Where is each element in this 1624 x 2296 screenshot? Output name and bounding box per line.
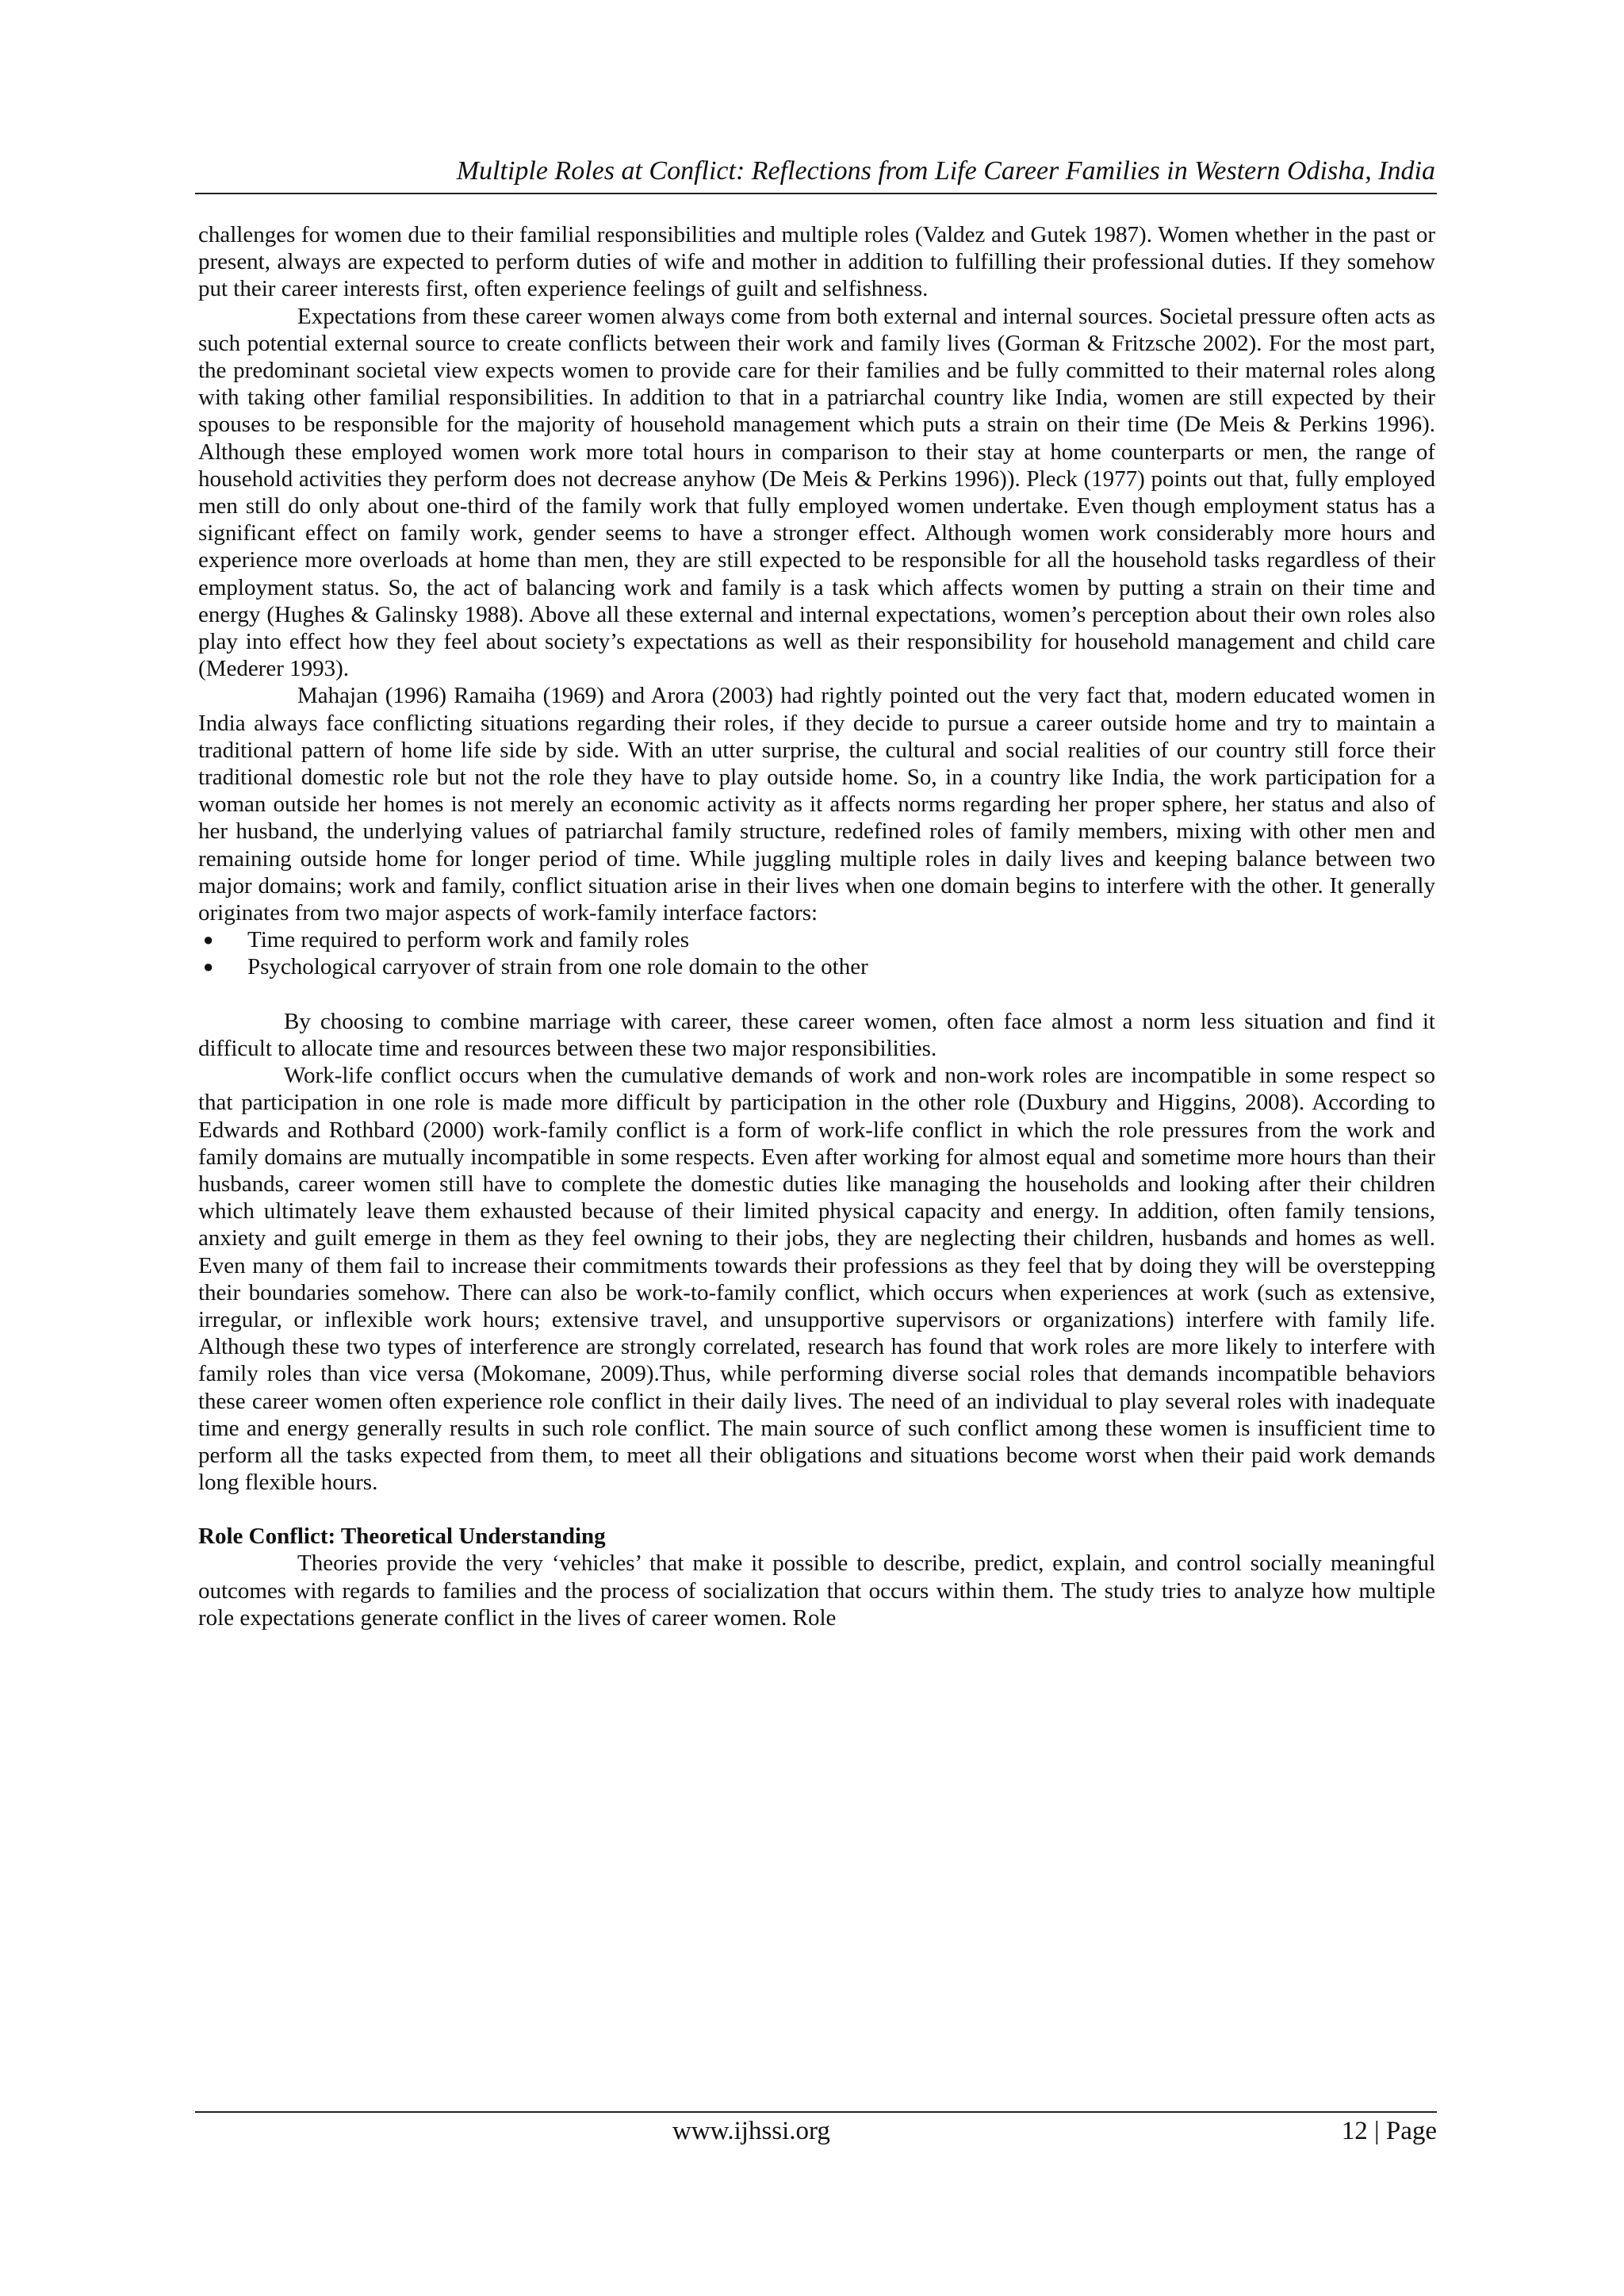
page-number: 12 | Page bbox=[1341, 2117, 1437, 2145]
spacer bbox=[198, 1496, 1435, 1523]
paragraph-work-life-conflict: Work-life conflict occurs when the cumulative demands of work and non-work roles are incompatible in some respect so that participation in one role is made more difficult by participation in the other role (Duxbury and Higgins, 2008). According to Edwards and Rothbard (2000) work-family conflict is a form of work-life conflict in which the role pressures from the work and family domains are mutually incompatible in some respects. Even after working for almost equal and sometime more hours than their husbands, career women still have to complete the domestic duties like managing the households and looking after their children which ultimately leave them exhausted because of their limited physical capacity and energy. In addition, often family tensions, anxiety and guilt emerge in them as they feel owning to their jobs, they are neglecting their children, husbands and homes as well. Even many of them fail to increase their commitments towards their professions as they feel that by doing they will be overstepping their boundaries somehow. There can also be work-to-family conflict, which occurs when experiences at work (such as extensive, irregular, or inflexible work hours; extensive travel, and unsupportive supervisors or organizations) interfere with family life. Although these two types of interference are strongly correlated, research has found that work roles are more likely to interfere with family roles than vice versa (Mokomane, 2009).Thus, while performing diverse social roles that demands incompatible behaviors these career women often experience role conflict in their daily lives. The need of an individual to play several roles with inadequate time and energy generally results in such role conflict. The main source of such conflict among these women is insufficient time to perform all the tasks expected from them, to meet all their obligations and situations become worst when their paid work demands long flexible hours. bbox=[198, 1063, 1435, 1496]
paragraph-continuation: challenges for women due to their familial responsibilities and multiple roles (Valdez and Gutek 1987). Women whether in the past or present, always are expected to perform duties of wife and mother in addition to fulfilling their professional duties. If they somehow put their career interests first, often experience feelings of guilt and selfishness. bbox=[198, 222, 1435, 302]
paragraph-theories: Theories provide the very ‘vehicles’ that make it possible to describe, predict, explain, and control socially meaningful outcomes with regards to families and the process of socialization that occurs within them. The study tries to analyze how multiple role expectations generate conflict in the lives of career women. Role bbox=[198, 1550, 1435, 1631]
spacer bbox=[198, 981, 1435, 1008]
bullet-item-time bbox=[198, 926, 1435, 953]
bullet-list bbox=[198, 926, 1435, 980]
bullet-text: Time required to perform work and family roles bbox=[247, 927, 690, 953]
section-heading: Role Conflict: Theoretical Understanding bbox=[198, 1524, 606, 1550]
bullet-icon: ● bbox=[203, 956, 214, 977]
footer-url[interactable]: www.ijhssi.org bbox=[672, 2117, 830, 2145]
paragraph-mahajan: Mahajan (1996) Ramaiha (1969) and Arora (2003) had rightly pointed out the very fact that, modern educated women in India always face conflicting situations regarding their roles, if they decide to pursue a career outside home and try to maintain a traditional pattern of home life side by side. With an utter surprise, the cultural and social realities of our country still force their traditional domestic role but not the role they have to play outside home. So, in a country like India, the work participation for a woman outside her homes is not merely an economic activity as it affects norms regarding her proper sphere, her status and also of her husband, the underlying values of patriarchal family structure, redefined roles of family members, mixing with other men and remaining outside home for longer period of time. While juggling multiple roles in daily lives and keeping balance between two major domains; work and family, conflict situation arise in their lives when one domain begins to interfere with the other. It generally originates from two major aspects of work-family interface factors: bbox=[198, 683, 1435, 926]
bullet-icon: ● bbox=[203, 930, 214, 950]
body-text bbox=[198, 221, 1435, 1631]
footer-rule bbox=[195, 2111, 1437, 2113]
running-header: Multiple Roles at Conflict: Reflections from Life Career Families in Western Odisha, India bbox=[456, 156, 1435, 186]
bullet-item-carryover bbox=[198, 953, 1435, 980]
paragraph-choosing: By choosing to combine marriage with career, these career women, often face almost a norm less situation and find it difficult to allocate time and resources between these two major responsibilities. bbox=[198, 1008, 1435, 1061]
header-rule bbox=[195, 193, 1437, 194]
paragraph-expectations: Expectations from these career women always come from both external and internal sources. Societal pressure often acts as such potential external source to create conflicts between their work and family lives (Gorman & Fritzsche 2002). For the most part, the predominant societal view expects women to provide care for their families and be fully committed to their maternal roles along with taking other familial responsibilities. In addition to that in a patriarchal country like India, women are still expected by their spouses to be responsible for the majority of household management which puts a strain on their time (De Meis & Perkins 1996). Although these employed women work more total hours in comparison to their stay at home counterparts or men, the range of household activities they perform does not decrease anyhow (De Meis & Perkins 1996)). Pleck (1977) points out that, fully employed men still do only about one-third of the family work that fully employed women undertake. Even though employment status has a significant effect on family work, gender seems to have a stronger effect. Although women work considerably more hours and experience more overloads at home than men, they are still expected to be responsible for all the household tasks regardless of their employment status. So, the act of balancing work and family is a task which affects women by putting a strain on their time and energy (Hughes & Galinsky 1988). Above all these external and internal expectations, women’s perception about their own roles also play into effect how they feel about society’s expectations as well as their responsibility for household management and child care (Mederer 1993). bbox=[198, 303, 1435, 682]
bullet-text: Psychological carryover of strain from one role domain to the other bbox=[247, 954, 868, 980]
